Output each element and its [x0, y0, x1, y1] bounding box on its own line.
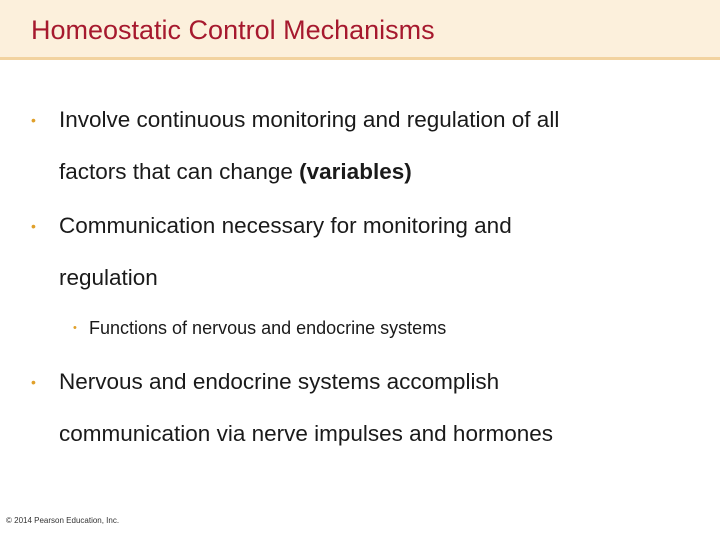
sub-bullet-text: Functions of nervous and endocrine systems	[89, 318, 447, 338]
bullet-dot-icon: •	[31, 374, 36, 390]
bullet-item	[31, 356, 699, 460]
bullet-bold-term: (variables)	[299, 159, 412, 184]
bullet-text-continued: communication via nerve impulses and hormones	[59, 421, 553, 446]
bullet-text: Communication necessary for monitoring and	[59, 213, 512, 238]
bullet-text-continued: regulation	[59, 265, 158, 290]
copyright-footer: © 2014 Pearson Education, Inc.	[6, 516, 120, 525]
header-accent-line	[0, 57, 720, 60]
bullet-text: Nervous and endocrine systems accomplish	[59, 369, 500, 394]
sub-bullet-item	[73, 313, 447, 343]
bullet-dot-icon: •	[31, 112, 36, 128]
bullet-text-fragment: factors that can change	[59, 159, 300, 184]
bullet-text-continued	[59, 146, 699, 198]
slide-title: Homeostatic Control Mechanisms	[31, 15, 435, 45]
bullet-text: Involve continuous monitoring and regulation of all	[59, 107, 560, 132]
bullet-dot-icon: •	[31, 218, 36, 234]
bullet-item	[31, 200, 699, 304]
bullet-item	[31, 94, 699, 198]
sub-bullet-dot-icon: •	[73, 322, 77, 334]
